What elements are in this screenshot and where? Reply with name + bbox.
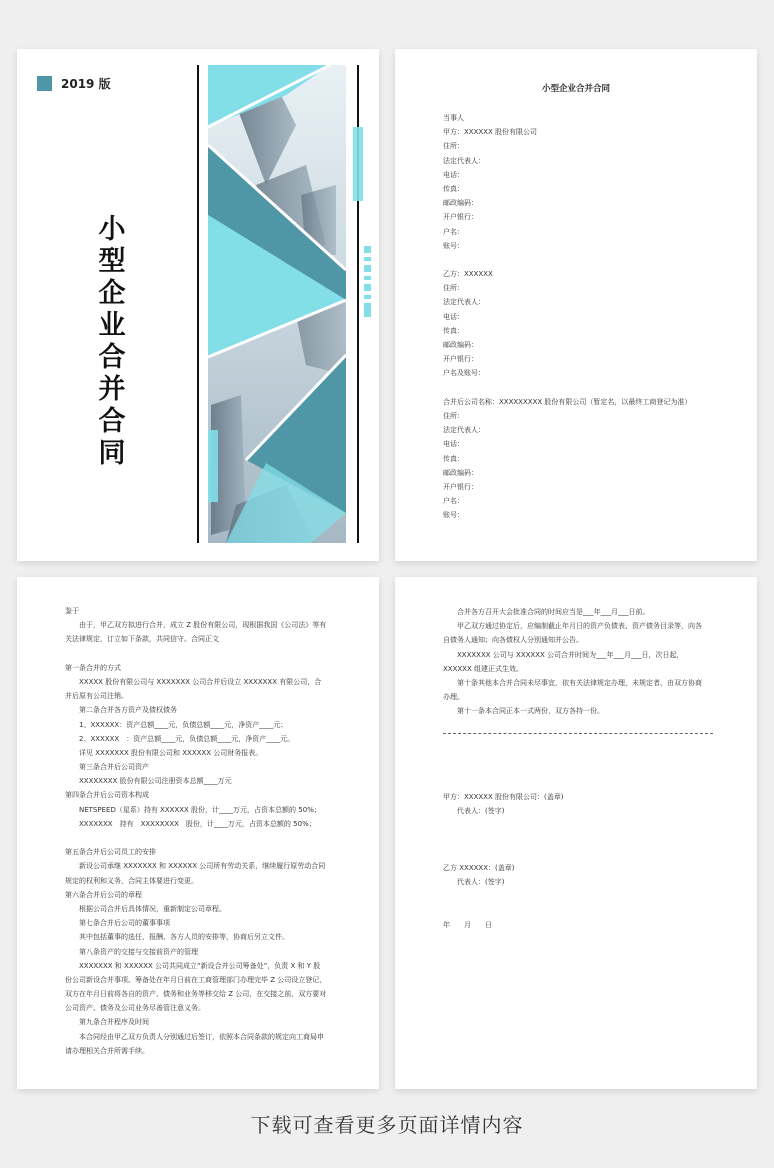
version-label: 2019 版 <box>61 77 111 91</box>
text-line: 第六条合并后公司的章程 <box>65 890 142 899</box>
text-line: 账号： <box>443 511 464 520</box>
text-line: 传真： <box>443 326 464 335</box>
text-line: 关法律规定，订立如下条款，共同信守。合同正文 <box>65 635 219 644</box>
version-marker <box>37 76 52 91</box>
text-line: 第十一条本合同正本一式两份，双方各持一份。 <box>457 707 604 716</box>
closing-terms <box>443 605 723 932</box>
text-line <box>65 647 345 661</box>
text-line: XXXXXX 组建正式生效。 <box>443 664 523 673</box>
cover-graphic <box>196 65 379 545</box>
text-line: 账号： <box>443 241 464 250</box>
text-line: 请办理相关合并所需手续。 <box>65 1046 149 1055</box>
party-b-representative: 代表人：(签字) <box>457 878 505 887</box>
text-line: 详见 XXXXXXX 股份有限公司和 XXXXXX 公司财务报表。 <box>79 748 263 757</box>
text-line: 传真： <box>443 184 464 193</box>
text-line: 第一条合并的方式 <box>65 663 121 672</box>
text-line: 开户银行： <box>443 355 478 364</box>
cover-page <box>17 49 379 561</box>
party-b-seal: 乙方 XXXXXX：(盖章) <box>443 864 515 872</box>
text-line <box>443 381 743 395</box>
text-line: 户名： <box>443 227 464 236</box>
text-line: 住所： <box>443 411 464 420</box>
text-line: 乙方：XXXXXX <box>443 270 493 279</box>
terms-list <box>65 604 345 1058</box>
text-line: 1、XXXXXX：资产总额____元，负债总额____元，净资产____元； <box>79 720 288 729</box>
text-line: 电话： <box>443 440 464 449</box>
text-line: 第九条合并程序及时间 <box>79 1018 149 1027</box>
text-line: 自债务人通知；向各债权人分别通知并公告。 <box>443 636 583 645</box>
text-line: 鉴于 <box>65 607 79 615</box>
text-line: 户名及账号： <box>443 369 485 378</box>
text-line: 当事人 <box>443 114 464 122</box>
signing-date: 年 月 日 <box>443 920 492 929</box>
cover-title: 小型企业合并合同 <box>98 214 126 469</box>
text-line: 第二条合并各方资产及债权债务 <box>79 706 177 715</box>
text-line: 户名： <box>443 497 464 506</box>
text-line <box>65 831 345 845</box>
text-line: 双方在年月日前将各自的资产、债务和业务等移交给 Z 公司，在交接之前，双方要对 <box>65 990 327 999</box>
text-line: 新设公司承继 XXXXXXX 和 XXXXXX 公司所有劳动关系，继续履行原劳动合同 <box>79 862 326 871</box>
party-a-representative: 代表人：(签字) <box>457 807 505 816</box>
text-line: 办理。 <box>443 693 464 702</box>
text-line: 本合同经由甲乙双方负责人分别通过后签订，依照本合同条款的规定向工商局申 <box>79 1032 324 1041</box>
text-line: 法定代表人： <box>443 156 485 165</box>
text-line: 合并各方召开大会批准合同的时间应当是___年___月___日前。 <box>457 608 650 616</box>
text-line: 根据公司合并后具体情况，重新制定公司章程。 <box>79 904 226 913</box>
text-line: 甲乙双方通过协定后，应编制截止年月日的资产负债表、资产债务目录等，向各 <box>457 622 702 631</box>
text-line: 邮政编码： <box>443 468 478 477</box>
text-line: 第四条合并后公司资本构成 <box>65 791 149 800</box>
text-line: 第五条合并后公司员工的安排 <box>65 848 156 857</box>
text-line: 公司资产、债务及公司业务尽善管注意义务。 <box>65 1004 205 1013</box>
text-line: 甲方：XXXXXX 股份有限公司 <box>443 128 537 137</box>
contract-page-signatures <box>395 577 757 1089</box>
text-line: XXXXXXX 持有 XXXXXXXX 股份，计____万元，占资本总额的 50%； <box>79 819 316 828</box>
party-info-list <box>443 111 743 522</box>
text-line: 第八条资产的交接与交接前资产的管理 <box>79 947 198 956</box>
text-line: 第十条其他本合并合同未尽事宜，依有关法律规定办理，未规定者，由双方协商 <box>457 678 702 687</box>
download-caption: 下载可查看更多页面详情内容 <box>250 1113 524 1137</box>
text-line: 法定代表人： <box>443 298 485 307</box>
party-a-seal: 甲方：XXXXXX 股份有限公司：(盖章) <box>443 793 564 802</box>
text-line: 第三条合并后公司资产 <box>79 763 149 772</box>
text-line: 其中包括董事的选任、报酬、各方人员的安排等，协商后另立文件。 <box>79 933 289 942</box>
text-line: 份公司新设合并事项。筹备处在年月日前在工商管理部门办理完毕 Z 公司设立登记， <box>65 975 327 984</box>
text-line: 2、XXXXXX ：资产总额____元，负债总额____元，净资产____元。 <box>79 734 295 743</box>
text-line: 邮政编码： <box>443 199 478 208</box>
text-line: 住所： <box>443 284 464 293</box>
text-line: 由于，甲乙双方拟进行合并，成立 Z 股份有限公司，现根据我国《公司法》等有 <box>79 621 327 630</box>
text-line: XXXXX 股份有限公司与 XXXXXXX 公司合并后设立 XXXXXXX 有限公司，合 <box>79 677 322 686</box>
document-title: 小型企业合并合同 <box>541 84 610 94</box>
contract-page-terms <box>17 577 379 1089</box>
text-line: NETSPEED（星系）持有 XXXXXX 股份，计____万元，占资本总额的 50%； <box>79 805 321 814</box>
text-line: 规定的权利和义务，合同主体要进行变更。 <box>65 876 198 885</box>
text-line: 传真： <box>443 454 464 463</box>
text-line: 合并后公司名称：XXXXXXXXX 股份有限公司（暂定名，以最终工商登记为准） <box>443 397 692 406</box>
text-line: 住所： <box>443 142 464 151</box>
text-line: 第七条合并后公司的董事事项 <box>79 919 170 928</box>
text-line: 电话： <box>443 170 464 179</box>
text-line: 并后原有公司注销。 <box>65 692 128 701</box>
text-line <box>443 253 743 267</box>
text-line: 电话： <box>443 312 464 321</box>
text-line: 邮政编码： <box>443 341 478 349</box>
dotted-divider <box>443 733 713 734</box>
text-line: 法定代表人： <box>443 426 485 435</box>
text-line: 开户银行： <box>443 213 478 222</box>
text-line: 开户银行： <box>443 482 478 491</box>
text-line: XXXXXXXX 股份有限公司注册资本总额____万元 <box>79 777 232 786</box>
contract-page-parties <box>395 49 757 561</box>
text-line: XXXXXXX 公司与 XXXXXX 公司合并时间为___年___月___日，次日起， <box>457 650 684 659</box>
text-line: XXXXXXX 和 XXXXXX 公司共同成立“新设合并公司筹备处”，负责 X 和 Y 股 <box>79 961 321 970</box>
